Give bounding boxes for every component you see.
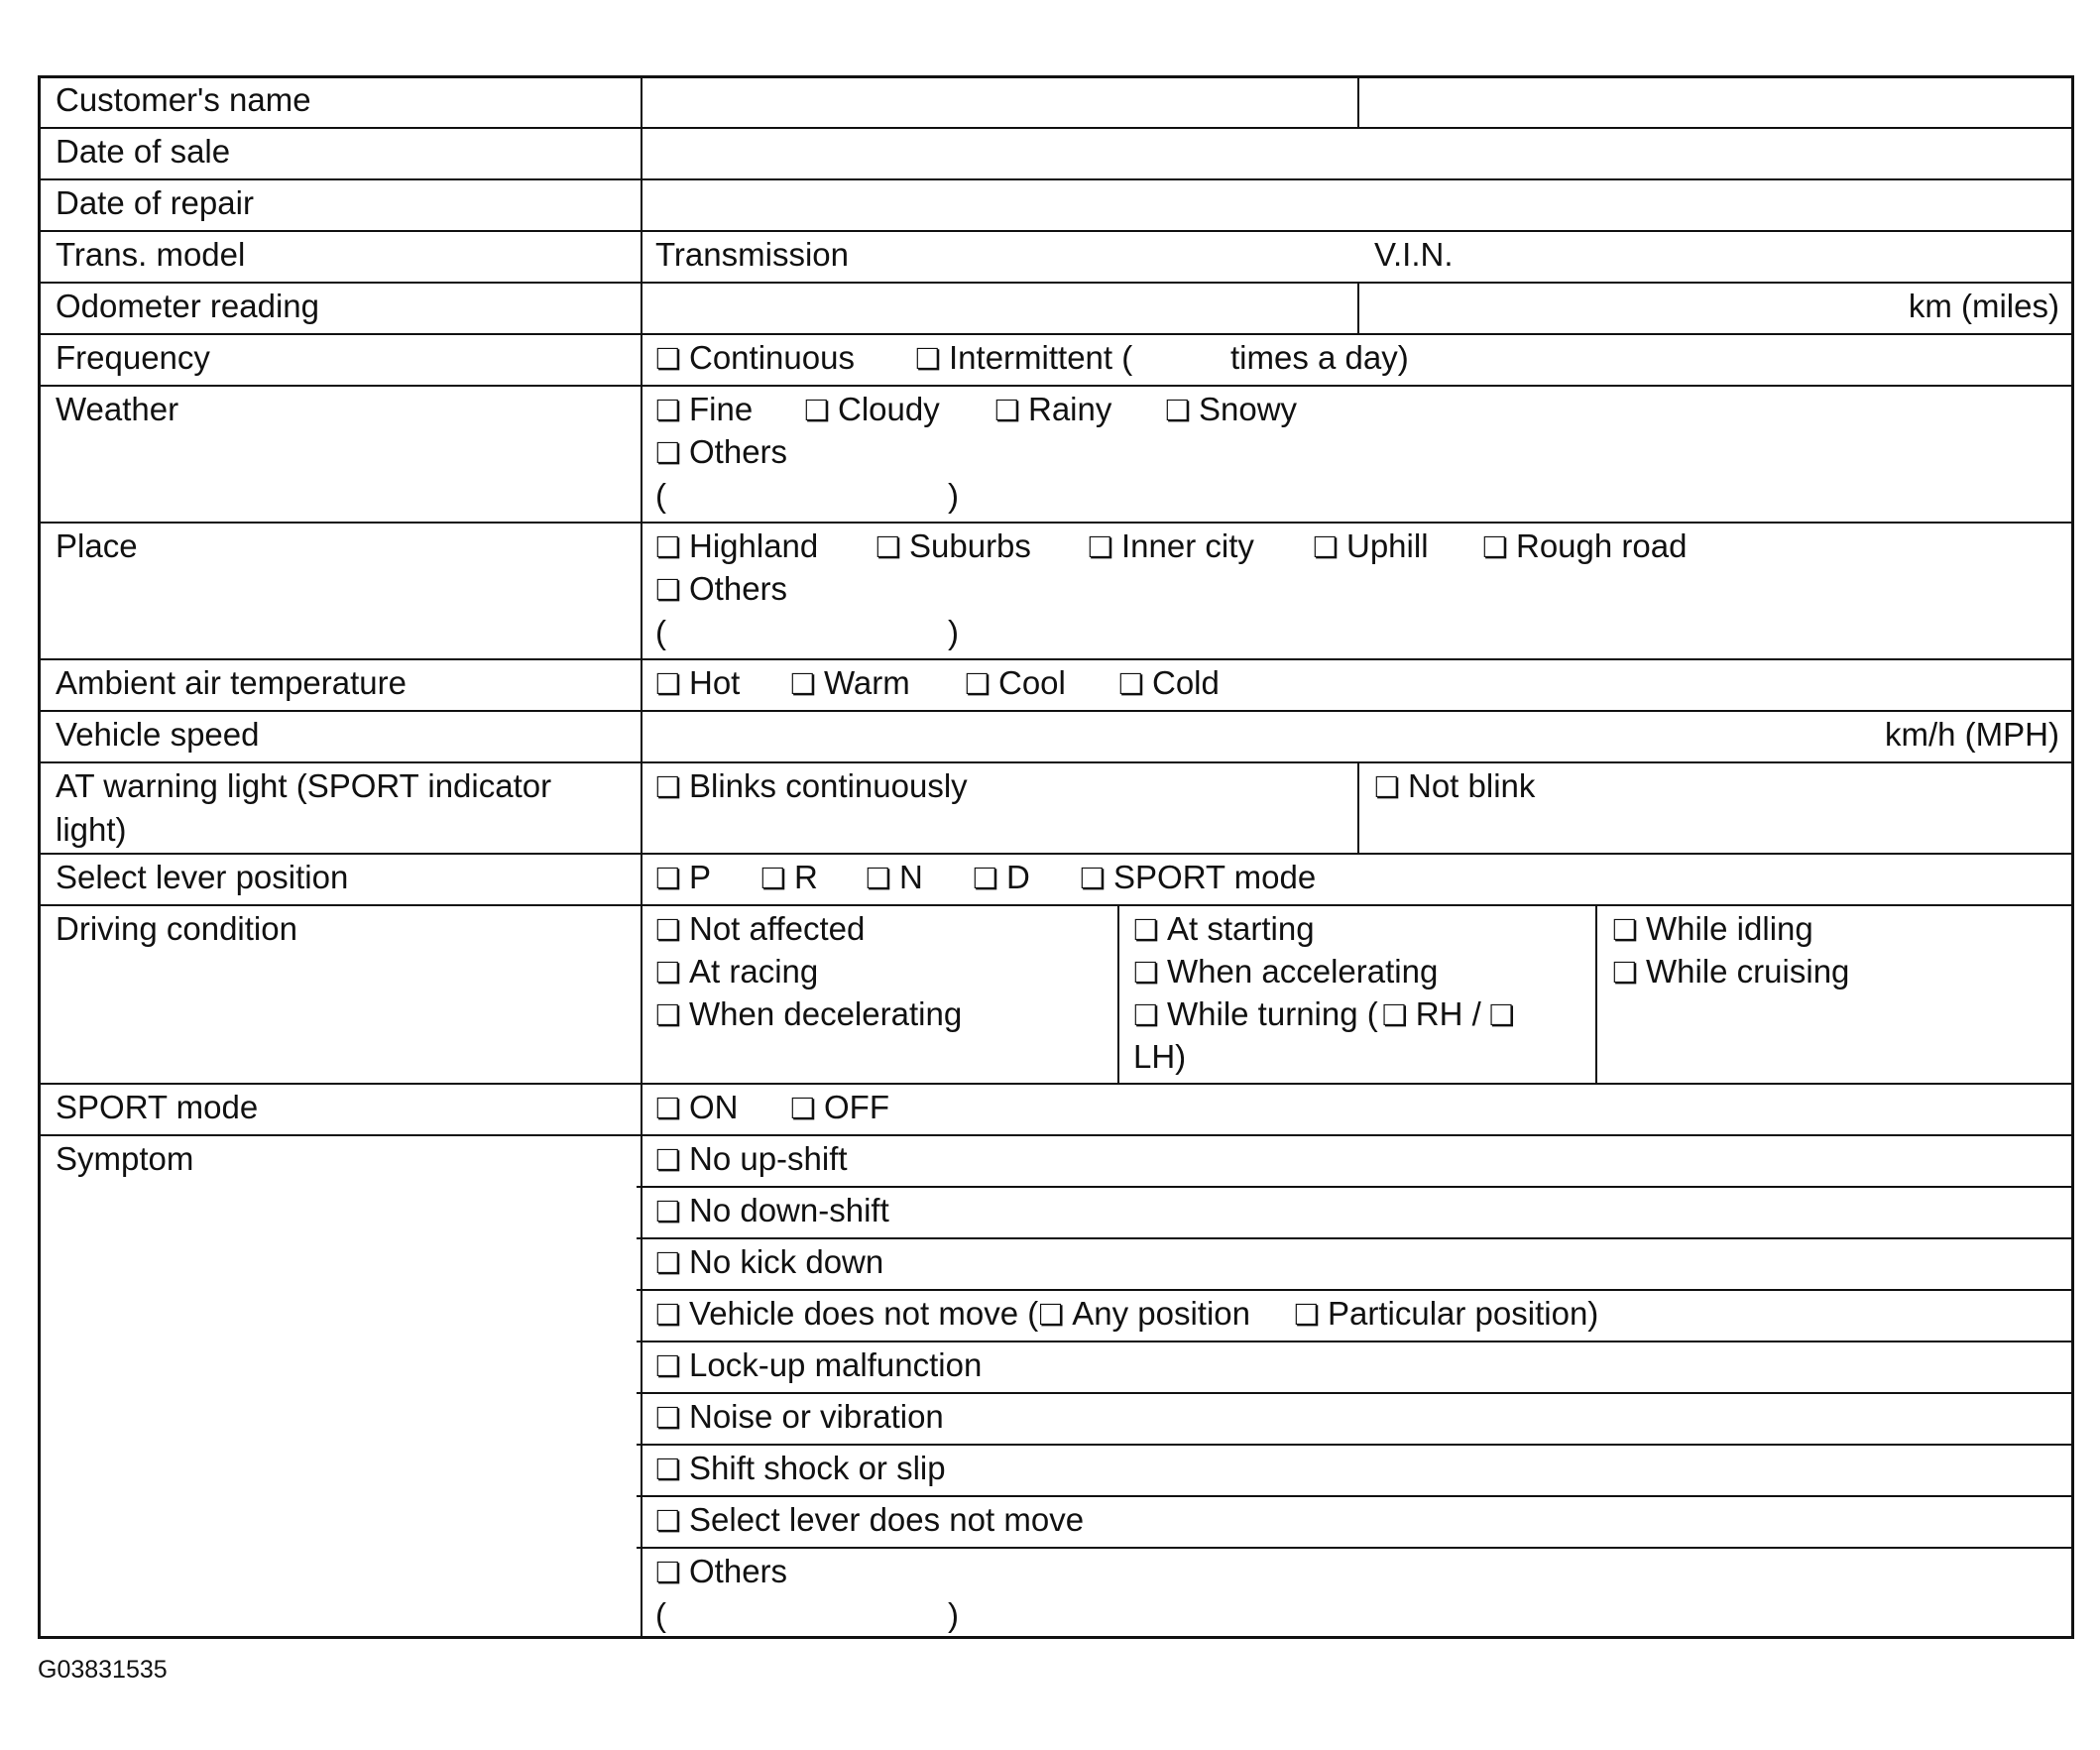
weather-others-paren-open: ( xyxy=(655,477,666,514)
checkbox-suburbs[interactable]: ❏ Suburbs xyxy=(875,527,1031,564)
checkbox-noise[interactable]: ❏ Noise or vibration xyxy=(655,1398,944,1435)
row-divider xyxy=(41,904,2071,906)
column-divider xyxy=(1357,761,1359,853)
checkbox-lever-n[interactable]: ❏ N xyxy=(866,859,923,895)
label-sport-mode: SPORT mode xyxy=(56,1089,259,1125)
checkbox-icon: ❏ xyxy=(790,669,816,701)
row-divider xyxy=(41,230,2071,232)
row-divider xyxy=(41,1083,2071,1085)
checkbox-sport-off[interactable]: ❏ OFF xyxy=(790,1089,889,1125)
label-vehicle-speed: Vehicle speed xyxy=(56,716,260,753)
checkbox-uphill[interactable]: ❏ Uphill xyxy=(1313,527,1429,564)
checkbox-icon: ❏ xyxy=(655,1403,681,1435)
checkbox-symptom-others[interactable]: ❏ Others xyxy=(655,1553,788,1589)
checkbox-no-downshift[interactable]: ❏ No down-shift xyxy=(655,1192,889,1228)
diagnostic-worksheet xyxy=(38,75,2074,1639)
figure-code: G03831535 xyxy=(38,1656,168,1684)
checkbox-rough-road[interactable]: ❏ Rough road xyxy=(1482,527,1688,564)
checkbox-cloudy[interactable]: ❏ Cloudy xyxy=(804,391,940,427)
checkbox-icon: ❏ xyxy=(655,532,681,564)
checkbox-icon: ❏ xyxy=(655,864,681,895)
label-date-of-repair: Date of repair xyxy=(56,184,254,221)
label-trans-model: Trans. model xyxy=(56,236,246,273)
row-divider xyxy=(41,385,2071,387)
ambient-options xyxy=(655,661,1220,707)
row-divider xyxy=(637,1392,2071,1394)
checkbox-icon: ❏ xyxy=(655,1506,681,1538)
row-divider xyxy=(41,761,2071,763)
checkbox-icon: ❏ xyxy=(1313,532,1339,564)
checkbox-icon: ❏ xyxy=(875,532,901,564)
row-divider xyxy=(41,853,2071,855)
speed-unit: km/h (MPH) xyxy=(1885,716,2059,753)
label-driving-condition: Driving condition xyxy=(56,910,297,947)
checkbox-blinks-continuously[interactable]: ❏ Blinks continuously xyxy=(655,767,968,804)
checkbox-any-position-icon[interactable]: ❏ xyxy=(1038,1300,1065,1332)
select-lever-options xyxy=(655,856,1316,901)
checkbox-icon: ❏ xyxy=(1133,1000,1159,1032)
row-divider xyxy=(41,178,2071,180)
row-divider xyxy=(637,1495,2071,1497)
weather-others-paren-close: ) xyxy=(948,477,959,514)
label-weather: Weather xyxy=(56,391,179,427)
symptom-others-paren-open: ( xyxy=(655,1596,666,1633)
trans-transmission-field[interactable]: Transmission xyxy=(655,236,849,273)
label-date-of-sale: Date of sale xyxy=(56,133,231,170)
checkbox-no-kickdown[interactable]: ❏ No kick down xyxy=(655,1243,884,1280)
checkbox-lever-sport[interactable]: ❏ SPORT mode xyxy=(1080,859,1317,895)
checkbox-icon: ❏ xyxy=(655,344,681,376)
odometer-unit: km (miles) xyxy=(1908,288,2059,324)
checkbox-icon: ❏ xyxy=(655,1300,681,1332)
place-others-paren-open: ( xyxy=(655,614,666,650)
checkbox-icon: ❏ xyxy=(655,958,681,990)
turning-lh-label: LH) xyxy=(1133,1038,1187,1075)
checkbox-icon: ❏ xyxy=(655,1197,681,1228)
checkbox-icon: ❏ xyxy=(655,1248,681,1280)
label-ambient-temp: Ambient air temperature xyxy=(56,664,407,701)
times-a-day-label: times a day) xyxy=(1230,339,1409,376)
label-at-warning-line1: AT warning light (SPORT indicator xyxy=(56,767,552,804)
checkbox-icon: ❏ xyxy=(1612,915,1638,947)
row-divider xyxy=(41,127,2071,129)
checkbox-icon: ❏ xyxy=(655,1455,681,1486)
checkbox-icon: ❏ xyxy=(866,864,891,895)
checkbox-intermittent[interactable]: ❏ Intermittent ( xyxy=(915,339,1133,376)
checkbox-fine[interactable]: ❏ Fine xyxy=(655,391,754,427)
checkbox-icon: ❏ xyxy=(655,1145,681,1177)
checkbox-snowy[interactable]: ❏ Snowy xyxy=(1165,391,1298,427)
checkbox-icon: ❏ xyxy=(965,669,991,701)
checkbox-shift-shock[interactable]: ❏ Shift shock or slip xyxy=(655,1450,946,1486)
column-divider xyxy=(1117,904,1119,1083)
row-divider xyxy=(41,710,2071,712)
checkbox-icon: ❏ xyxy=(655,915,681,947)
label-at-warning-line2: light) xyxy=(56,811,127,848)
checkbox-icon: ❏ xyxy=(915,344,941,376)
checkbox-icon: ❏ xyxy=(1133,915,1159,947)
checkbox-hot[interactable]: ❏ Hot xyxy=(655,664,741,701)
checkbox-icon: ❏ xyxy=(1374,772,1400,804)
checkbox-icon: ❏ xyxy=(1133,958,1159,990)
checkbox-icon: ❏ xyxy=(655,1094,681,1125)
checkbox-no-upshift[interactable]: ❏ No up-shift xyxy=(655,1140,848,1177)
frequency-options xyxy=(655,336,1409,382)
checkbox-highland[interactable]: ❏ Highland xyxy=(655,527,819,564)
checkbox-inner-city[interactable]: ❏ Inner city xyxy=(1088,527,1254,564)
checkbox-icon: ❏ xyxy=(1080,864,1106,895)
row-divider xyxy=(41,522,2071,524)
checkbox-icon: ❏ xyxy=(655,438,681,470)
label-customer-name: Customer's name xyxy=(56,81,311,118)
row-divider xyxy=(637,1341,2071,1342)
label-odometer: Odometer reading xyxy=(56,288,319,324)
checkbox-lever-r[interactable]: ❏ R xyxy=(760,859,818,895)
place-options xyxy=(655,525,1687,570)
checkbox-icon: ❏ xyxy=(790,1094,816,1125)
row-divider xyxy=(637,1444,2071,1446)
checkbox-at-starting[interactable]: ❏ At starting xyxy=(1133,910,1315,947)
checkbox-cold[interactable]: ❏ Cold xyxy=(1118,664,1220,701)
checkbox-lever-p[interactable]: ❏ P xyxy=(655,859,712,895)
checkbox-select-lever-not-move[interactable]: ❏ Select lever does not move xyxy=(655,1501,1085,1538)
row-divider xyxy=(41,1134,2071,1136)
checkbox-sport-on[interactable]: ❏ ON xyxy=(655,1089,739,1125)
checkbox-icon: ❏ xyxy=(994,396,1020,427)
checkbox-at-racing[interactable]: ❏ At racing xyxy=(655,953,819,990)
checkbox-vehicle-not-move[interactable]: ❏ Vehicle does not move (❏ Any position ❏ Particular position) xyxy=(655,1295,1599,1332)
trans-vin-field[interactable]: V.I.N. xyxy=(1374,236,1454,273)
checkbox-particular-position-icon[interactable]: ❏ xyxy=(1294,1300,1320,1332)
checkbox-icon: ❏ xyxy=(1165,396,1191,427)
checkbox-when-accelerating[interactable]: ❏ When accelerating xyxy=(1133,953,1439,990)
checkbox-not-blink[interactable]: ❏ Not blink xyxy=(1374,767,1536,804)
checkbox-continuous[interactable]: ❏ Continuous xyxy=(655,339,855,376)
checkbox-while-idling[interactable]: ❏ While idling xyxy=(1612,910,1813,947)
row-divider xyxy=(637,1289,2071,1291)
checkbox-weather-others[interactable]: ❏ Others xyxy=(655,433,788,470)
checkbox-icon: ❏ xyxy=(804,396,830,427)
row-divider xyxy=(637,1547,2071,1549)
column-divider xyxy=(1595,904,1597,1083)
checkbox-icon: ❏ xyxy=(1088,532,1113,564)
checkbox-icon: ❏ xyxy=(655,1558,681,1589)
label-frequency: Frequency xyxy=(56,339,210,376)
sport-mode-options xyxy=(655,1086,889,1131)
checkbox-when-decelerating[interactable]: ❏ When decelerating xyxy=(655,995,963,1032)
checkbox-lever-d[interactable]: ❏ D xyxy=(973,859,1030,895)
checkbox-icon: ❏ xyxy=(760,864,786,895)
checkbox-icon: ❏ xyxy=(655,575,681,607)
symptom-others-paren-close: ) xyxy=(948,1596,959,1633)
row-divider xyxy=(41,282,2071,284)
checkbox-cool[interactable]: ❏ Cool xyxy=(965,664,1066,701)
checkbox-not-affected[interactable]: ❏ Not affected xyxy=(655,910,866,947)
place-others-paren-close: ) xyxy=(948,614,959,650)
column-divider xyxy=(641,78,642,1639)
checkbox-rainy[interactable]: ❏ Rainy xyxy=(994,391,1112,427)
checkbox-icon: ❏ xyxy=(1612,958,1638,990)
row-divider xyxy=(41,333,2071,335)
row-divider xyxy=(637,1237,2071,1239)
column-divider xyxy=(1357,78,1359,127)
column-divider xyxy=(1357,282,1359,333)
row-divider xyxy=(41,658,2071,660)
checkbox-lh-icon[interactable]: ❏ xyxy=(1488,1000,1515,1032)
checkbox-icon: ❏ xyxy=(973,864,998,895)
checkbox-icon: ❏ xyxy=(655,772,681,804)
checkbox-while-cruising[interactable]: ❏ While cruising xyxy=(1612,953,1850,990)
checkbox-while-turning[interactable]: ❏ While turning ( ❏ RH / ❏ xyxy=(1133,995,1515,1032)
checkbox-icon: ❏ xyxy=(655,1000,681,1032)
label-place: Place xyxy=(56,527,138,564)
checkbox-place-others[interactable]: ❏ Others xyxy=(655,570,788,607)
checkbox-lockup[interactable]: ❏ Lock-up malfunction xyxy=(655,1346,983,1383)
label-symptom: Symptom xyxy=(56,1140,194,1177)
checkbox-icon: ❏ xyxy=(655,396,681,427)
row-divider xyxy=(637,1186,2071,1188)
checkbox-rh-icon[interactable]: ❏ xyxy=(1381,1000,1408,1032)
label-select-lever: Select lever position xyxy=(56,859,349,895)
weather-options xyxy=(655,388,1297,433)
checkbox-icon: ❏ xyxy=(655,669,681,701)
checkbox-icon: ❏ xyxy=(655,1351,681,1383)
checkbox-icon: ❏ xyxy=(1118,669,1144,701)
checkbox-icon: ❏ xyxy=(1482,532,1508,564)
checkbox-warm[interactable]: ❏ Warm xyxy=(790,664,910,701)
